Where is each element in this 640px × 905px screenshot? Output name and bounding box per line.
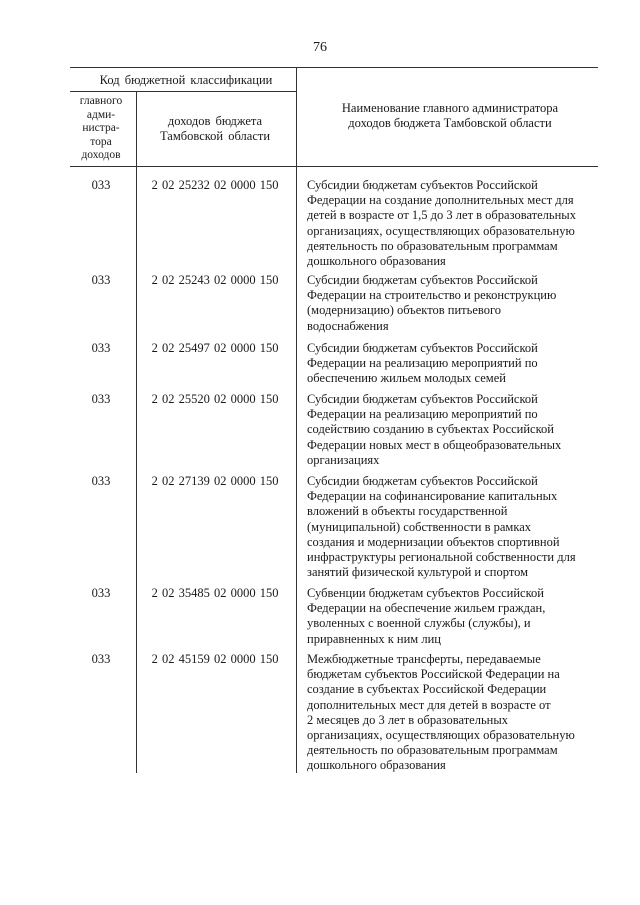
header-admin-column bbox=[70, 95, 132, 163]
name-line: Субсидии бюджетам субъектов Российской bbox=[307, 341, 538, 355]
header-name-column bbox=[300, 101, 600, 131]
admin-code-cell: 033 bbox=[91, 178, 111, 192]
name-line: Субвенции бюджетам субъектов Российской bbox=[307, 586, 544, 600]
header-admin-line: главного bbox=[79, 95, 123, 107]
header-name-line: доходов бюджета Тамбовской области bbox=[348, 116, 552, 130]
header-income-line: Тамбовской области bbox=[159, 129, 271, 143]
name-line: детей в возрасте от 1,5 до 3 лет в образовательных bbox=[307, 208, 576, 223]
admin-code-cell: 033 bbox=[91, 652, 111, 666]
name-cell bbox=[307, 652, 587, 774]
budget-code-cell: 2 02 45159 02 0000 150 bbox=[151, 652, 279, 666]
admin-code-cell: 033 bbox=[91, 392, 111, 406]
admin-code-cell: 033 bbox=[91, 341, 111, 355]
budget-code-cell: 2 02 25497 02 0000 150 bbox=[151, 341, 279, 355]
name-line: уволенных с военной службы (службы), и bbox=[307, 616, 531, 631]
name-line: деятельность по образовательным программам bbox=[307, 238, 558, 253]
name-line: дошкольного образования bbox=[307, 254, 446, 269]
column-divider-1 bbox=[136, 91, 137, 773]
header-admin-line: тора bbox=[90, 135, 112, 148]
name-line: Федерации на обеспечение жильем граждан, bbox=[307, 601, 546, 616]
budget-code-cell: 2 02 27139 02 0000 150 bbox=[151, 474, 279, 488]
name-line: создание в субъектах Российской Федерации bbox=[307, 682, 547, 697]
admin-code-cell: 033 bbox=[91, 586, 111, 600]
name-line: Федерации новых мест в общеобразовательных bbox=[307, 437, 562, 452]
name-cell bbox=[307, 341, 587, 387]
header-admin-line: доходов bbox=[81, 149, 121, 161]
name-cell bbox=[307, 474, 587, 580]
name-cell bbox=[307, 178, 587, 269]
name-line: Межбюджетные трансферты, передаваемые bbox=[307, 652, 541, 666]
page-number: 76 bbox=[313, 40, 327, 55]
header-name-line: Наименование главного администратора bbox=[341, 101, 559, 115]
name-line: бюджетам субъектов Российской Федерации на bbox=[307, 667, 560, 682]
name-cell bbox=[307, 273, 587, 334]
header-group-title: Код бюджетной классификации bbox=[99, 73, 273, 87]
name-line: Федерации на софинансирование капитальных bbox=[307, 489, 558, 504]
name-cell bbox=[307, 586, 587, 647]
name-line: Федерации на создание дополнительных мест для bbox=[307, 193, 574, 208]
column-divider-2 bbox=[296, 67, 297, 773]
header-income-column bbox=[140, 114, 290, 144]
name-line: Федерации на реализацию мероприятий по bbox=[307, 407, 538, 422]
budget-code-cell: 2 02 25243 02 0000 150 bbox=[151, 273, 279, 287]
name-line: дошкольного образования bbox=[307, 758, 446, 773]
name-line: инфраструктуры региональной собственности для bbox=[307, 550, 576, 565]
name-line: Субсидии бюджетам субъектов Российской bbox=[307, 178, 538, 192]
header-admin-line: нистра- bbox=[82, 122, 120, 134]
name-line: содействию созданию в субъектах Российской bbox=[307, 422, 554, 437]
name-line: занятий физической культурой и спортом bbox=[307, 565, 529, 580]
table-top-rule bbox=[70, 67, 598, 68]
header-income-line: доходов бюджета bbox=[167, 114, 263, 128]
name-line: (модернизацию) объектов питьевого bbox=[307, 303, 502, 318]
budget-code-cell: 2 02 25520 02 0000 150 bbox=[151, 392, 279, 406]
header-group-rule bbox=[70, 91, 296, 92]
name-line: обеспечению жильем молодых семей bbox=[307, 371, 506, 386]
name-line: водоснабжения bbox=[307, 318, 389, 333]
name-cell bbox=[307, 392, 587, 468]
name-line: организациях, осуществляющих образовательную bbox=[307, 223, 575, 238]
name-line: Субсидии бюджетам субъектов Российской bbox=[307, 474, 538, 488]
name-line: приравненных к ним лиц bbox=[307, 631, 441, 646]
name-line: деятельность по образовательным программам bbox=[307, 743, 558, 758]
name-line: 2 месяцев до 3 лет в образовательных bbox=[307, 712, 508, 727]
name-line: Федерации на строительство и реконструкцию bbox=[307, 288, 557, 303]
name-line: дополнительных мест для детей в возрасте от bbox=[307, 697, 551, 712]
header-bottom-rule bbox=[70, 166, 598, 167]
admin-code-cell: 033 bbox=[91, 273, 111, 287]
name-line: организациях, осуществляющих образовательную bbox=[307, 728, 575, 743]
name-line: Субсидии бюджетам субъектов Российской bbox=[307, 392, 538, 406]
name-line: Субсидии бюджетам субъектов Российской bbox=[307, 273, 538, 287]
name-line: организациях bbox=[307, 452, 380, 467]
name-line: (муниципальной) собственности в рамках bbox=[307, 519, 532, 534]
budget-code-cell: 2 02 35485 02 0000 150 bbox=[151, 586, 279, 600]
budget-code-cell: 2 02 25232 02 0000 150 bbox=[151, 178, 279, 192]
name-line: Федерации на реализацию мероприятий по bbox=[307, 356, 538, 371]
name-line: вложений в объекты государственной bbox=[307, 504, 508, 519]
header-admin-line: адми- bbox=[86, 108, 116, 121]
admin-code-cell: 033 bbox=[91, 474, 111, 488]
name-line: создания и модернизации объектов спортивной bbox=[307, 534, 560, 549]
